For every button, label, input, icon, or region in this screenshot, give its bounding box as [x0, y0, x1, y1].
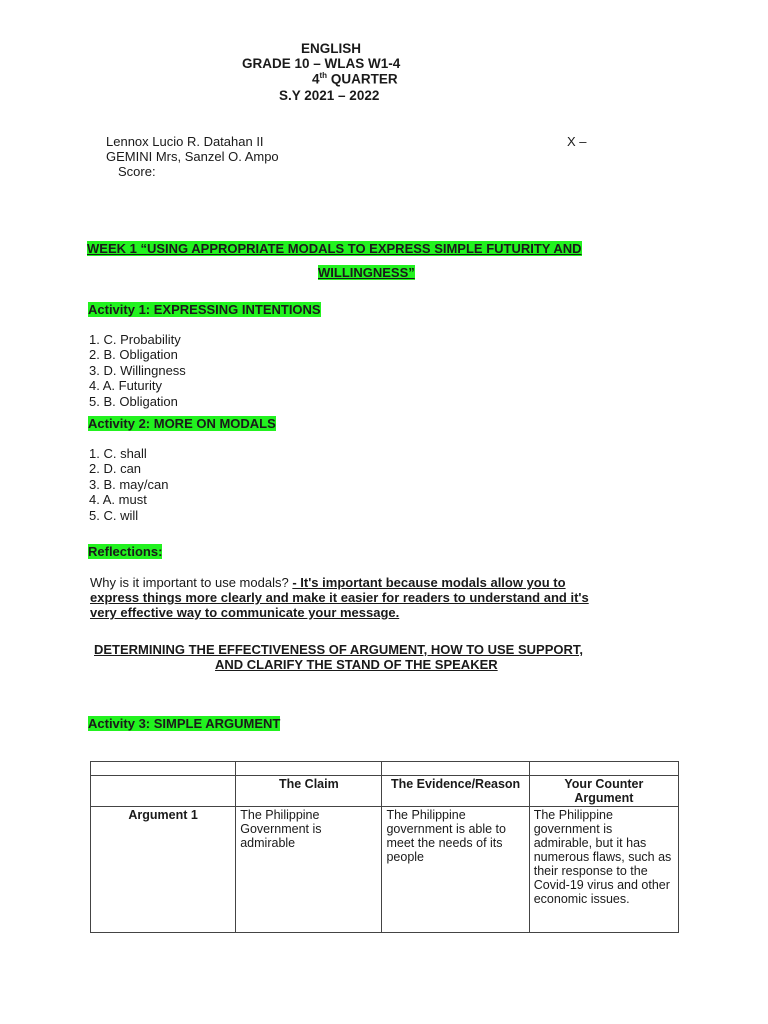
list-item: 2. B. Obligation — [89, 347, 178, 363]
table-header-row — [91, 776, 679, 807]
table-cell — [382, 762, 529, 776]
table-cell — [529, 762, 678, 776]
list-item: 3. B. may/can — [89, 476, 169, 492]
list-item: 1. C. Probability — [89, 332, 181, 347]
column-header-claim: The Claim — [236, 776, 382, 807]
reflections-title: Reflections: — [88, 544, 163, 559]
section2-heading-line1: DETERMINING THE EFFECTIVENESS OF ARGUMENT, HOW TO USE SUPPORT, — [94, 642, 583, 657]
counter-cell: The Philippine government is admirable, but it has numerous flaws, such as their response to the Covid-19 virus and other economic issues. — [529, 807, 678, 933]
list-item: 2. D. can — [89, 461, 142, 477]
row-label: Argument 1 — [91, 807, 236, 933]
evidence-cell: The Philippine government is able to meet the needs of its people — [382, 807, 529, 933]
reflection-answer-line1: - It's important because modals allow you to — [292, 575, 566, 590]
activity3-title: Activity 3: SIMPLE ARGUMENT — [88, 716, 281, 731]
activity2-answers — [89, 446, 168, 523]
grade-title: GRADE 10 – WLAS W1-4 — [242, 56, 401, 71]
activity1-title: Activity 1: EXPRESSING INTENTIONS — [88, 302, 321, 317]
week1-title-line2: WILLINGNESS” — [318, 265, 415, 280]
list-item: 3. D. Willingness — [89, 362, 186, 378]
table-cell — [91, 762, 236, 776]
section-teacher: GEMINI Mrs, Sanzel O. Ampo — [106, 149, 279, 164]
quarter-title: 4th QUARTER — [312, 71, 398, 87]
column-header-counter: Your Counter Argument — [529, 776, 678, 807]
activity1-answers — [89, 332, 186, 409]
list-item: 4. A. Futurity — [89, 378, 162, 394]
argument-table — [90, 761, 679, 933]
subject-title: ENGLISH — [301, 41, 362, 56]
school-year: S.Y 2021 – 2022 — [279, 88, 380, 103]
claim-cell: The Philippine Government is admirable — [236, 807, 382, 933]
section-mark: X – — [567, 134, 587, 149]
reflection-question: Why is it important to use modals? — [90, 575, 289, 590]
student-name: Lennox Lucio R. Datahan II — [106, 134, 264, 149]
list-item: 4. A. must — [89, 492, 147, 508]
list-item: 5. B. Obligation — [89, 393, 178, 409]
list-item: 5. C. will — [89, 507, 139, 523]
list-item: 1. C. shall — [89, 446, 147, 461]
reflection-answer-line2: express things more clearly and make it easier for readers to understand and it's — [90, 590, 589, 605]
reflections-question-line — [90, 575, 566, 590]
reflection-answer-line3: very effective way to communicate your message. — [90, 605, 400, 620]
activity2-title: Activity 2: MORE ON MODALS — [88, 416, 276, 431]
score-label: Score: — [118, 164, 156, 179]
column-header-evidence: The Evidence/Reason — [382, 776, 529, 807]
column-header-empty — [91, 776, 236, 807]
table-blank-row — [91, 762, 679, 776]
section2-heading-line2: AND CLARIFY THE STAND OF THE SPEAKER — [215, 657, 498, 672]
week1-title-line1: WEEK 1 “USING APPROPRIATE MODALS TO EXPRESS SIMPLE FUTURITY AND — [87, 241, 582, 256]
table-cell — [236, 762, 382, 776]
table-row — [91, 807, 679, 933]
